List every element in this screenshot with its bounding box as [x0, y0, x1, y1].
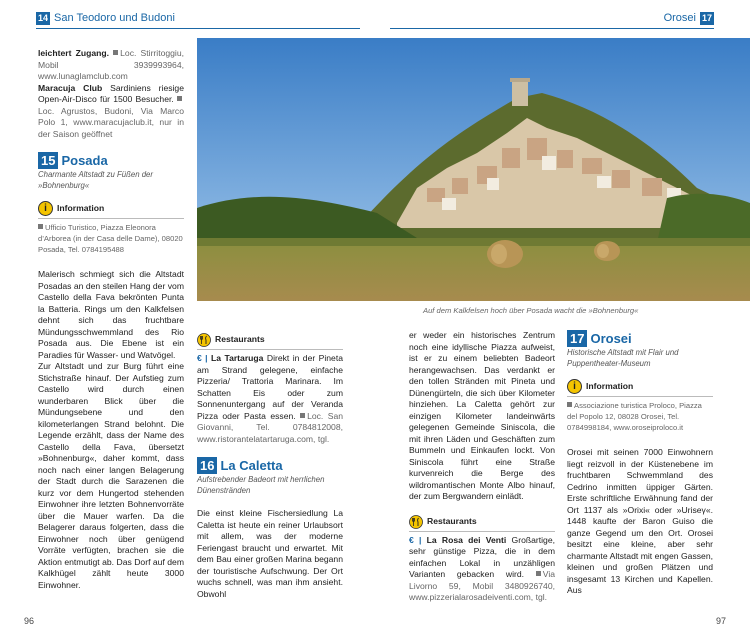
- info-icon: i: [567, 379, 582, 394]
- venue-details: Loc. Agrustos, Budoni, Via Marco Polo 1, www.maracujaclub.it, nur in der Saison geöffnet: [38, 105, 184, 139]
- info-box-text: [38, 222, 184, 255]
- info-box-title: Information: [586, 380, 634, 391]
- section-subtitle: Charmante Altstadt zu Füßen der »Bohnenburg«: [38, 170, 153, 190]
- header-right: [664, 12, 714, 25]
- section-number: 17: [567, 330, 587, 347]
- section-title: Posada: [61, 153, 108, 168]
- price-symbol: € |: [197, 353, 208, 363]
- info-box-title: Information: [57, 202, 105, 213]
- header-rule-right: [390, 28, 714, 29]
- section-subtitle: Historische Altstadt mit Flair und Puppentheater-Museum: [567, 348, 679, 368]
- bullet-square-icon: [113, 50, 118, 55]
- info-text-value: Ufficio Turistico, Piazza Eleonora d’Arborea (in der Casa delle Dame), 08020 Posada, Tel. 0784195488: [38, 223, 183, 254]
- header-rule-left: [36, 28, 360, 29]
- restaurant-details: Loc. San Giovanni, Tel. 0784812008, www.ristorantelatartaruga.com, tgl.: [197, 410, 343, 444]
- section-number: 16: [197, 457, 217, 474]
- price-symbol: € |: [409, 534, 422, 545]
- restaurants-title: Restaurants: [215, 334, 265, 345]
- restaurant-entry: [197, 353, 343, 445]
- info-box-header: [38, 201, 184, 219]
- restaurant-name: La Tartaruga: [211, 353, 264, 363]
- column-4: [567, 330, 713, 597]
- body-paragraph: Orosei mit seinen 7000 Einwohnern liegt reizvoll in der Küstenebene im fruchtbaren Schwemmland des Cedrino inmitten üppiger Gärten. Erste schriftliche Erwähnung fand der Ort 1137 als »Orixi« oder »Uriseγ«. 1448 kaufte der Baron Guiso die ganze Gegend um den Ort. Orosei besitzt eine kleine, aber sehr charmante Altstadt mit engen Gassen, kleinen und großen Plätzen und insgesamt 13 Kirchen und Kapellen. Aus: [567, 447, 713, 595]
- venue-description: Sardiniens riesige Open-Air-Disco für 1500 Besucher.: [38, 82, 184, 104]
- header-right-number: 17: [701, 13, 712, 23]
- restaurants-box-header: [197, 333, 343, 350]
- section-heading-la-caletta: [197, 457, 343, 474]
- venue-name: leichtert Zugang.: [38, 48, 109, 58]
- restaurants-box-header: [409, 515, 555, 532]
- header-left: [36, 12, 175, 25]
- venue-name: Maracuja Club: [38, 82, 103, 93]
- bullet-square-icon: [177, 96, 182, 101]
- header-left-title: San Teodoro und Budoni: [54, 12, 175, 24]
- photo-posada: [197, 38, 750, 301]
- bullet-square-icon: [38, 224, 43, 229]
- body-paragraph: er weder ein historisches Zentrum noch eine idyllische Piazza aufweist, ist er zu einem beliebten Badeort herangewachsen. Das verdankt er den tollen Stränden mit Pineta und Dünengürteln, die sich über Kilometer hinziehen. La Caletta gehört zur einzigen Kilometer landeinwärts gelegenen Gemeinde Siniscola, die mit ihren Läden und Geschäften zum Bummeln und Einkaufen lockt. Von Siniscola führt eine Straße kurvenreich die Berge des wildromantischen Monte Albo hinauf, der zum Bergwandern einlädt.: [409, 330, 555, 501]
- section-number: 15: [38, 152, 58, 169]
- page-number-right: 97: [715, 616, 726, 626]
- section-heading-orosei: [567, 330, 713, 347]
- info-box-text: [567, 400, 713, 433]
- restaurant-entry: [409, 535, 555, 604]
- section-heading-posada: [38, 152, 184, 169]
- photo-caption: Auf dem Kalkfelsen hoch über Posada wacht die »Bohnenburg«: [423, 306, 639, 315]
- header-left-number: 14: [38, 13, 49, 23]
- restaurants-title: Restaurants: [427, 515, 477, 526]
- section-title: Orosei: [590, 331, 632, 346]
- info-icon: i: [38, 201, 53, 216]
- info-text-value: Associazione turistica Proloco, Piazza del Popolo 12, 08028 Orosei, Tel. 0784998184, www.oroseiproloco.it: [567, 401, 702, 432]
- section-subtitle: Aufstrebender Badeort mit herrlichen Dünenstränden: [197, 475, 325, 495]
- restaurant-name: La Rosa dei Venti: [426, 534, 507, 545]
- column-1: [38, 48, 184, 591]
- page-number-left: 96: [24, 616, 35, 626]
- body-paragraph: Die einst kleine Fischersiedlung La Caletta ist heute ein reiner Urlaubsort mit allem, was der moderne Feriengast braucht und erwartet. Mit dem Bau einer großen Marina begann der touristische Aufschwung. Der Ort wuchs schnell, was man ihm ansieht. Obwohl: [197, 508, 343, 599]
- restaurant-icon: [197, 333, 211, 347]
- bullet-square-icon: [300, 413, 305, 418]
- restaurant-description: Großartige, sehr günstige Pizza, die in dem einfachen Lokal in unzähligen Varianten gebacken wird.: [409, 534, 555, 579]
- bullet-square-icon: [567, 402, 572, 407]
- text-block: [38, 83, 184, 141]
- info-box-header: [567, 379, 713, 397]
- restaurant-icon: [409, 515, 423, 529]
- bullet-square-icon: [536, 571, 541, 576]
- body-paragraph: Zur Altstadt und zur Burg führt eine Stichstraße hinauf. Der Aufstieg zum Castello wird durch einen wunderbaren Blick über die Mündungsebene und den kilometerlangen Strand belohnt. Die Legende erzählt, dass der Name des Castello della Fava, übersetzt »Bohnenburg«, daher kommt, dass noch nach einer langen Belagerung der Stadt durch die Sarazenen die kurz vor dem Hungertod stehenden Einwohner ihre letzten Bohnenvorräte über die Mauer warfen. Da die Belagerer daraus folgerten, dass die Einwohner noch über genügend Vorräte verfügten, brachen sie die Aktion entmutigt ab. Das Dorf auf dem Kalkhügel zählt heute 3000 Einwohner.: [38, 361, 184, 590]
- restaurant-description: Direkt in der Pineta am Strand gelegene, einfache Pizzeria/ Trattoria Marinara. Im Schatten Eis oder zum Sonnenuntergang auf der Veranda Pizza oder Pasta essen.: [197, 353, 344, 421]
- section-title: La Caletta: [220, 458, 283, 473]
- restaurant-details: Via Livorno 59, Mobil 3480926740, www.pizzerialarosadeiventi.com, tgl.: [409, 569, 556, 602]
- body-paragraph: Malerisch schmiegt sich die Altstadt Posadas an den steilen Hang der vom Castello della Fava bekrönten Punta la Batteria. Rings um den Kalkfelsen dehnt sich das fruchtbare Mündungsschwemmland des Rio Posada aus. Die Ebene ist ein Paradies für Wasser- und Watvögel.: [38, 269, 184, 360]
- column-2: [197, 333, 343, 600]
- venue-details: Loc. Stirritoggiu, Mobil 3939993964, www.lunaglamclub.com: [38, 48, 185, 81]
- header-right-title: Orosei: [663, 12, 696, 24]
- text-block: [38, 48, 184, 83]
- column-3: [409, 330, 555, 604]
